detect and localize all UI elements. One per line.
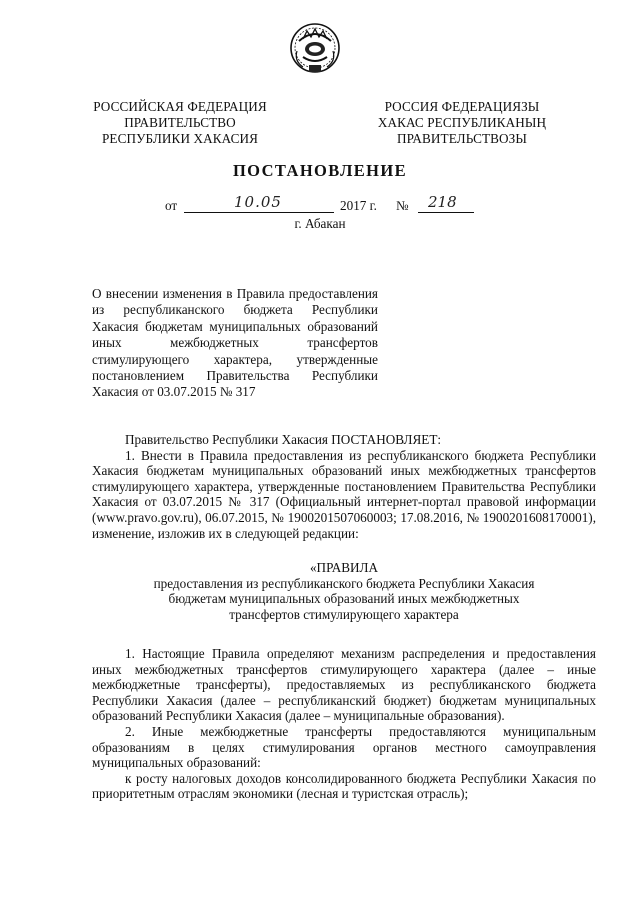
subject-block — [92, 286, 378, 401]
item-1: 1. Внести в Правила предоставления из республиканского бюджета Республики Хакасия бюджетам муниципальных образований иных межбюджетных трансфертов стимулирующего характера, утвержденные постановлением Правительства Республики Хакасия от 03.07.2015 № 317 (Официальный интернет-портал правовой информации (www.pravo.gov.ru), 06.07.2015, № 1900201507060003; 17.08.2016, № 1900201608170001), изменение, изложив их в следующей редакции: — [92, 447, 596, 541]
rules-paragraph: 2. Иные межбюджетные трансферты предоставляются муниципальным образованиям в целях стимулирования органов местного самоуправления муниципальных образований: — [92, 723, 596, 771]
resolves-line: Правительство Республики Хакасия ПОСТАНОВЛЯЕТ: — [125, 432, 442, 447]
header-left — [80, 99, 280, 147]
handwritten-date: 10.05 — [234, 193, 282, 211]
year-text: 2017 г. — [340, 198, 377, 213]
header-right-line: ХАКАС РЕСПУБЛИКАНЫҢ — [377, 115, 547, 130]
rules-title-line: бюджетам муниципальных образований иных межбюджетных — [168, 591, 520, 606]
resolution-body — [92, 432, 596, 541]
header-left-line: РОССИЙСКАЯ ФЕДЕРАЦИЯ — [93, 99, 267, 114]
rules-body — [92, 646, 596, 802]
number-label: № — [396, 198, 409, 213]
coat-of-arms-icon — [289, 21, 341, 77]
number-underline — [418, 212, 474, 213]
date-number-line — [0, 193, 640, 218]
rules-title — [92, 560, 596, 622]
header-left-line: ПРАВИТЕЛЬСТВО — [124, 115, 236, 130]
rules-paragraph: к росту налоговых доходов консолидированного бюджета Республики Хакасия по приоритетным отраслям экономики (лесная и туристская отрасль); — [92, 770, 596, 802]
header-right-line: ПРАВИТЕЛЬСТВОЗЫ — [397, 131, 527, 146]
rules-title-line: «ПРАВИЛА — [309, 560, 379, 575]
subject-text: О внесении изменения в Правила предоставления из республиканского бюджета Республики Хакасия бюджетам муниципальных образований иных межбюджетных трансфертов стимулирующего характера, утвержденные постановлением Правительства Республики Хакасия от 03.07.2015 № 317 — [92, 286, 378, 400]
rules-title-line: трансфертов стимулирующего характера — [229, 606, 459, 622]
header-left-line: РЕСПУБЛИКИ ХАКАСИЯ — [102, 131, 258, 146]
rules-title-line: предоставления из республиканского бюджета Республики Хакасия — [153, 575, 535, 591]
date-underline — [184, 212, 334, 213]
city: г. Абакан — [294, 216, 346, 231]
header-right — [362, 99, 562, 147]
from-label: от — [165, 198, 178, 213]
rules-paragraph: 1. Настоящие Правила определяют механизм распределения и предоставления иных межбюджетных трансфертов стимулирующего характера (далее – иные межбюджетные трансферты), предоставляемых из республиканского бюджета Республики Хакасия (далее – республиканский бюджет) бюджетам муниципальных образований Республики Хакасия (далее – муниципальные образования). — [92, 646, 596, 724]
header-right-line: РОССИЯ ФЕДЕРАЦИЯЗЫ — [384, 99, 540, 114]
document-title: ПОСТАНОВЛЕНИЕ — [232, 161, 408, 180]
handwritten-number: 218 — [428, 193, 457, 211]
